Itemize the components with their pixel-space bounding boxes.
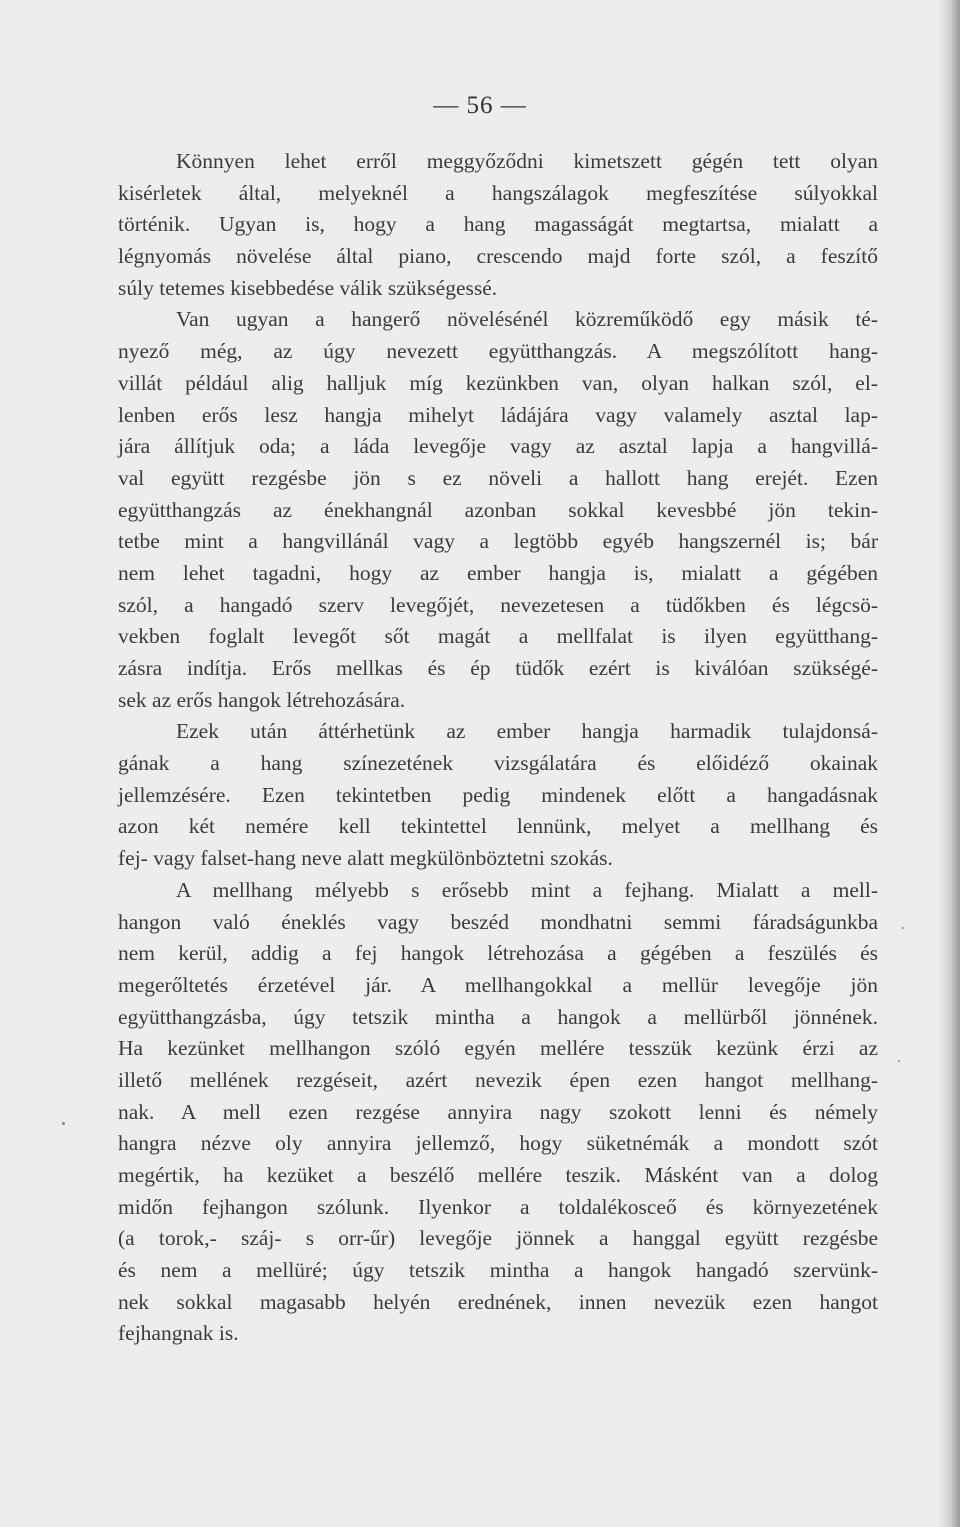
text-line: zásra indítja. Erős mellkas és ép tüdők ezért is kiválóan szükségé- <box>118 656 878 680</box>
text-line: fej- vagy falset-hang neve alatt megkülönböztetni szokás. <box>118 846 613 871</box>
text-line: sek az erős hangok létrehozására. <box>118 687 406 712</box>
text-line: együtthangzásba, úgy tetszik mintha a hangok a mellürből jönnének. <box>118 1004 878 1029</box>
text-line: megerőltetés érzetével jár. A mellhangokkal a mellür levegője jön <box>118 972 878 997</box>
paragraph <box>118 304 878 716</box>
page-edge-shadow <box>938 0 960 1527</box>
text-line: történik. Ugyan is, hogy a hang magasságát megtartsa, mialatt a <box>118 212 878 237</box>
text-line: nem kerül, addig a fej hangok létrehozása a gégében a feszülés és <box>118 941 878 966</box>
text-line: Van ugyan a hangerő növelésénél közreműködő egy másik té- <box>176 307 878 332</box>
text-line: gának a hang színezetének vizsgálatára és előidéző okainak <box>118 751 878 776</box>
text-line: fejhangnak is. <box>118 1321 239 1346</box>
text-line: vekben foglalt levegőt sőt magát a mellfalat is ilyen együtthang- <box>118 624 878 649</box>
body-text <box>118 146 878 1350</box>
text-line: nem lehet tagadni, hogy az ember hangja is, mialatt a gégében <box>118 560 878 585</box>
text-line: val együtt rezgésbe jön s ez növeli a hallott hang erejét. Ezen <box>118 465 878 490</box>
text-line: Könnyen lehet erről meggyőződni kimetszett gégén tett olyan <box>176 149 878 173</box>
text-line: hangra nézve oly annyira jellemző, hogy süketnémák a mondott szót <box>118 1131 878 1156</box>
text-line: szól, a hangadó szerv levegőjét, nevezetesen a tüdőkben és légcsö- <box>118 592 878 617</box>
text-line: illető mellének rezgéseit, azért nevezik épen ezen hangot mellhang- <box>118 1067 878 1092</box>
text-line: midőn fejhangon szólunk. Ilyenkor a toldalékosceő és környezetének <box>118 1194 878 1219</box>
text-line: tetbe mint a hangvillánál vagy a legtöbb egyéb hangszernél is; bár <box>118 529 878 554</box>
paper-speck <box>898 1060 900 1062</box>
text-line: hangon való éneklés vagy beszéd mondhatni semmi fáradságunkba <box>118 909 878 934</box>
text-line: megértik, ha kezüket a beszélő mellére teszik. Másként van a dolog <box>118 1163 878 1187</box>
text-line: A mellhang mélyebb s erősebb mint a fejhang. Mialatt a mell- <box>176 877 878 902</box>
text-line: villát például alig halljuk míg kezünkben van, olyan halkan szól, el- <box>118 370 878 395</box>
text-line: jellemzésére. Ezen tekintetben pedig mindenek előtt a hangadásnak <box>118 782 878 807</box>
text-line: nak. A mell ezen rezgése annyira nagy szokott lenni és némely <box>118 1099 878 1124</box>
text-line: és nem a mellüré; úgy tetszik mintha a hangok hangadó szervünk- <box>118 1258 878 1283</box>
text-line: azon két nemére kell tekintettel lennünk, melyet a mellhang és <box>118 814 878 839</box>
text-line: súly tetemes kisebbedése válik szükségessé. <box>118 275 498 300</box>
text-line: (a torok,- száj- s orr-űr) levegője jönnek a hanggal együtt rezgésbe <box>118 1226 878 1251</box>
text-line: jára állítjuk oda; a láda levegője vagy az asztal lapja a hangvillá- <box>118 434 878 459</box>
paragraph <box>118 716 878 874</box>
page-number: — 56 — <box>433 92 527 119</box>
paragraph <box>118 875 878 1350</box>
text-line: együtthangzás az énekhangnál azonban sokkal kevesbbé jön tekin- <box>118 497 878 522</box>
paper-speck <box>902 927 904 929</box>
text-line: légnyomás növelése által piano, crescendo majd forte szól, a feszítő <box>118 244 878 269</box>
text-line: Ha kezünket mellhangon szóló egyén mellére tesszük kezünk érzi az <box>118 1036 878 1061</box>
text-line: nyező még, az úgy nevezett együtthangzás. A megszólított hang- <box>118 339 878 364</box>
paper-speck <box>62 1122 65 1125</box>
text-line: nek sokkal magasabb helyén erednének, innen nevezük ezen hangot <box>118 1289 878 1314</box>
paragraph <box>118 146 878 304</box>
text-line: kisérletek által, melyeknél a hangszálagok megfeszítése súlyokkal <box>118 180 878 205</box>
text-line: lenben erős lesz hangja mihelyt ládájára vagy valamely asztal lap- <box>118 402 878 427</box>
text-line: Ezek után áttérhetünk az ember hangja harmadik tulajdonsá- <box>176 719 878 744</box>
